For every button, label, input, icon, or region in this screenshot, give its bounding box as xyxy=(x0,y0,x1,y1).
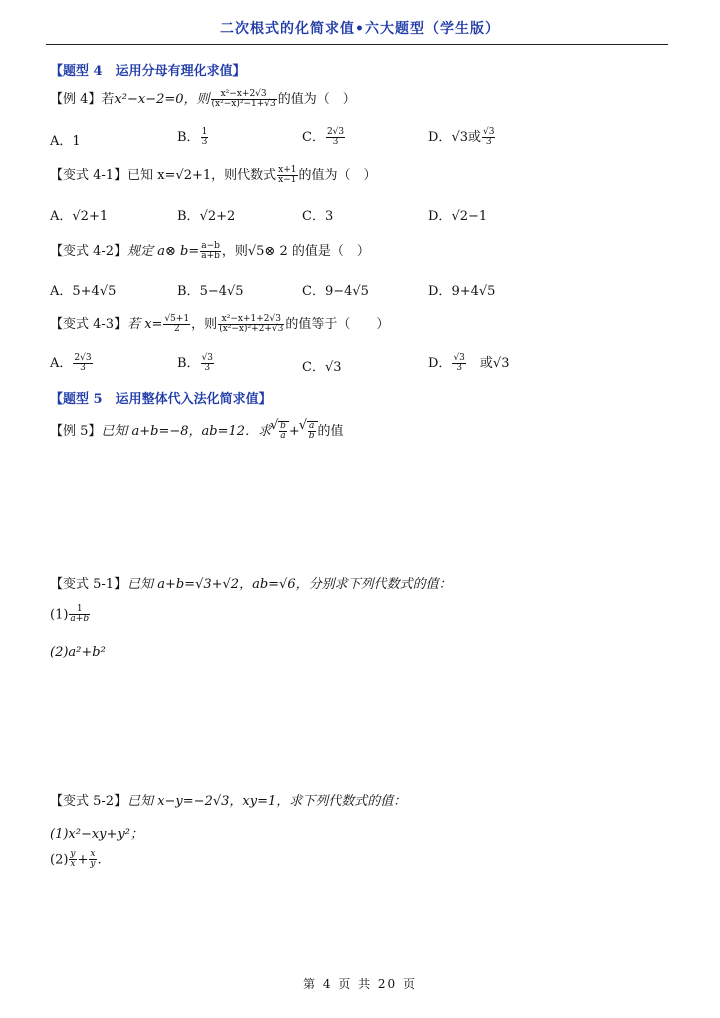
option-d: D．9+4√5 xyxy=(428,284,496,299)
example-4-suffix: 的值为（ ） xyxy=(277,92,356,107)
option-c: C．√3 xyxy=(302,360,342,375)
variant-5-2-q1: (1)x²−xy+y²； xyxy=(50,827,143,842)
sqrt-b-over-a: √ $\frac{b}{a}$ xyxy=(278,421,289,442)
example-4-condition: x²−x−2=0，则 xyxy=(114,92,210,107)
variant-5-2-label: 【变式 5-2】 xyxy=(50,794,128,809)
variant-4-3-fraction: $\frac{\text{x²−x+1+2√3}}{\text{(x²−x)²+2+√3}}$ xyxy=(219,313,284,334)
variant-4-2-stem: 【变式 4-2】规定 a⊗ b= $\frac{a-b}{a+b}$ ，则√5⊗ 2 的值是（ ） xyxy=(50,240,370,261)
variant-4-1-label: 【变式 4-1】 xyxy=(50,168,128,183)
option-a: A． $\frac{2√3}{3}$ xyxy=(50,352,92,373)
sqrt-a-over-b: √ $\frac{a}{b}$ xyxy=(307,421,318,442)
fraction-numerator: x²−x+2√3 xyxy=(211,90,277,100)
option-d: D．√2−1 xyxy=(428,209,488,224)
variant-4-1-text: 已知 x=√2+1，则代数式 xyxy=(127,168,277,183)
section-4-title: 【题型 4 运用分母有理化求值】 xyxy=(50,64,246,79)
option-d: D． $\frac{√3}{3}$ 或√3 xyxy=(428,352,510,373)
example-4-fraction xyxy=(211,90,277,110)
option-c: C．3 xyxy=(302,209,334,224)
variant-4-2-fraction: $\frac{a-b}{a+b}$ xyxy=(201,240,220,261)
option-a: A．1 xyxy=(50,134,81,149)
option-b: B． $\frac{1}{3}$ xyxy=(177,126,208,147)
variant-4-1-stem: 【变式 4-1】已知 x=√2+1，则代数式 $\frac{x+1}{x-1}$ 的值为（ ） xyxy=(50,164,377,185)
example-4-stem xyxy=(50,88,356,109)
option-a: A．5+4√5 xyxy=(50,284,117,299)
variant-5-1-q1: (1) $\frac{1}{a+b}$ xyxy=(50,604,90,625)
option-c: C． $\frac{2√3}{3}$ xyxy=(302,126,345,147)
option-b: B．√2+2 xyxy=(177,209,236,224)
option-a: A．√2+1 xyxy=(50,209,109,224)
variant-4-3-x-fraction: $\frac{√5+1}{2}$ xyxy=(164,313,190,334)
variant-5-1-stem: 【变式 5-1】已知 a+b=√3+√2，ab=√6，分别求下列代数式的值： xyxy=(50,577,452,592)
option-b: B．5−4√5 xyxy=(177,284,244,299)
example-5-stem: 【例 5】已知 a+b=−8，ab=12．求 √ $\frac{b}{a}$ + √ $\frac{a}{b}$ 的值 xyxy=(50,420,344,441)
variant-5-1-q2: (2)a²+b² xyxy=(50,645,106,660)
option-c: C．9−4√5 xyxy=(302,284,369,299)
example-4-prefix: 若 xyxy=(101,92,115,107)
variant-4-3-stem: 【变式 4-3】若 x= $\frac{√5+1}{2}$ ，则 $\frac{\text{x²−x+1+2√3}}{\text{(x²−x)²+2+√3}}$ 的值等于（ ） xyxy=(50,313,390,334)
option-b: B． $\frac{√3}{3}$ xyxy=(177,352,214,373)
section-5-title: 【题型 5 运用整体代入法化简求值】 xyxy=(50,392,272,407)
option-d: D．√3或 $\frac{√3}{3}$ xyxy=(428,126,495,147)
page-header-title: 二次根式的化简求值•六大题型（学生版） xyxy=(220,21,500,37)
variant-5-2-stem: 【变式 5-2】已知 x−y=−2√3，xy=1，求下列代数式的值： xyxy=(50,794,407,809)
variant-5-1-label: 【变式 5-1】 xyxy=(50,577,128,592)
variant-4-3-label: 【变式 4-3】 xyxy=(50,317,128,332)
variant-5-2-q2: (2) $\frac{y}{x}$ + $\frac{x}{y}$ . xyxy=(50,849,102,870)
example-4-label: 【例 4】 xyxy=(50,92,102,107)
header-divider xyxy=(46,44,668,45)
example-5-label: 【例 5】 xyxy=(50,424,102,439)
fraction-denominator: (x²−x)²−1+√3 xyxy=(211,99,276,109)
page-footer: 第 4 页 共 20 页 xyxy=(303,977,417,991)
variant-4-2-label: 【变式 4-2】 xyxy=(50,244,128,259)
variant-4-1-fraction: $\frac{x+1}{x-1}$ xyxy=(278,164,297,185)
